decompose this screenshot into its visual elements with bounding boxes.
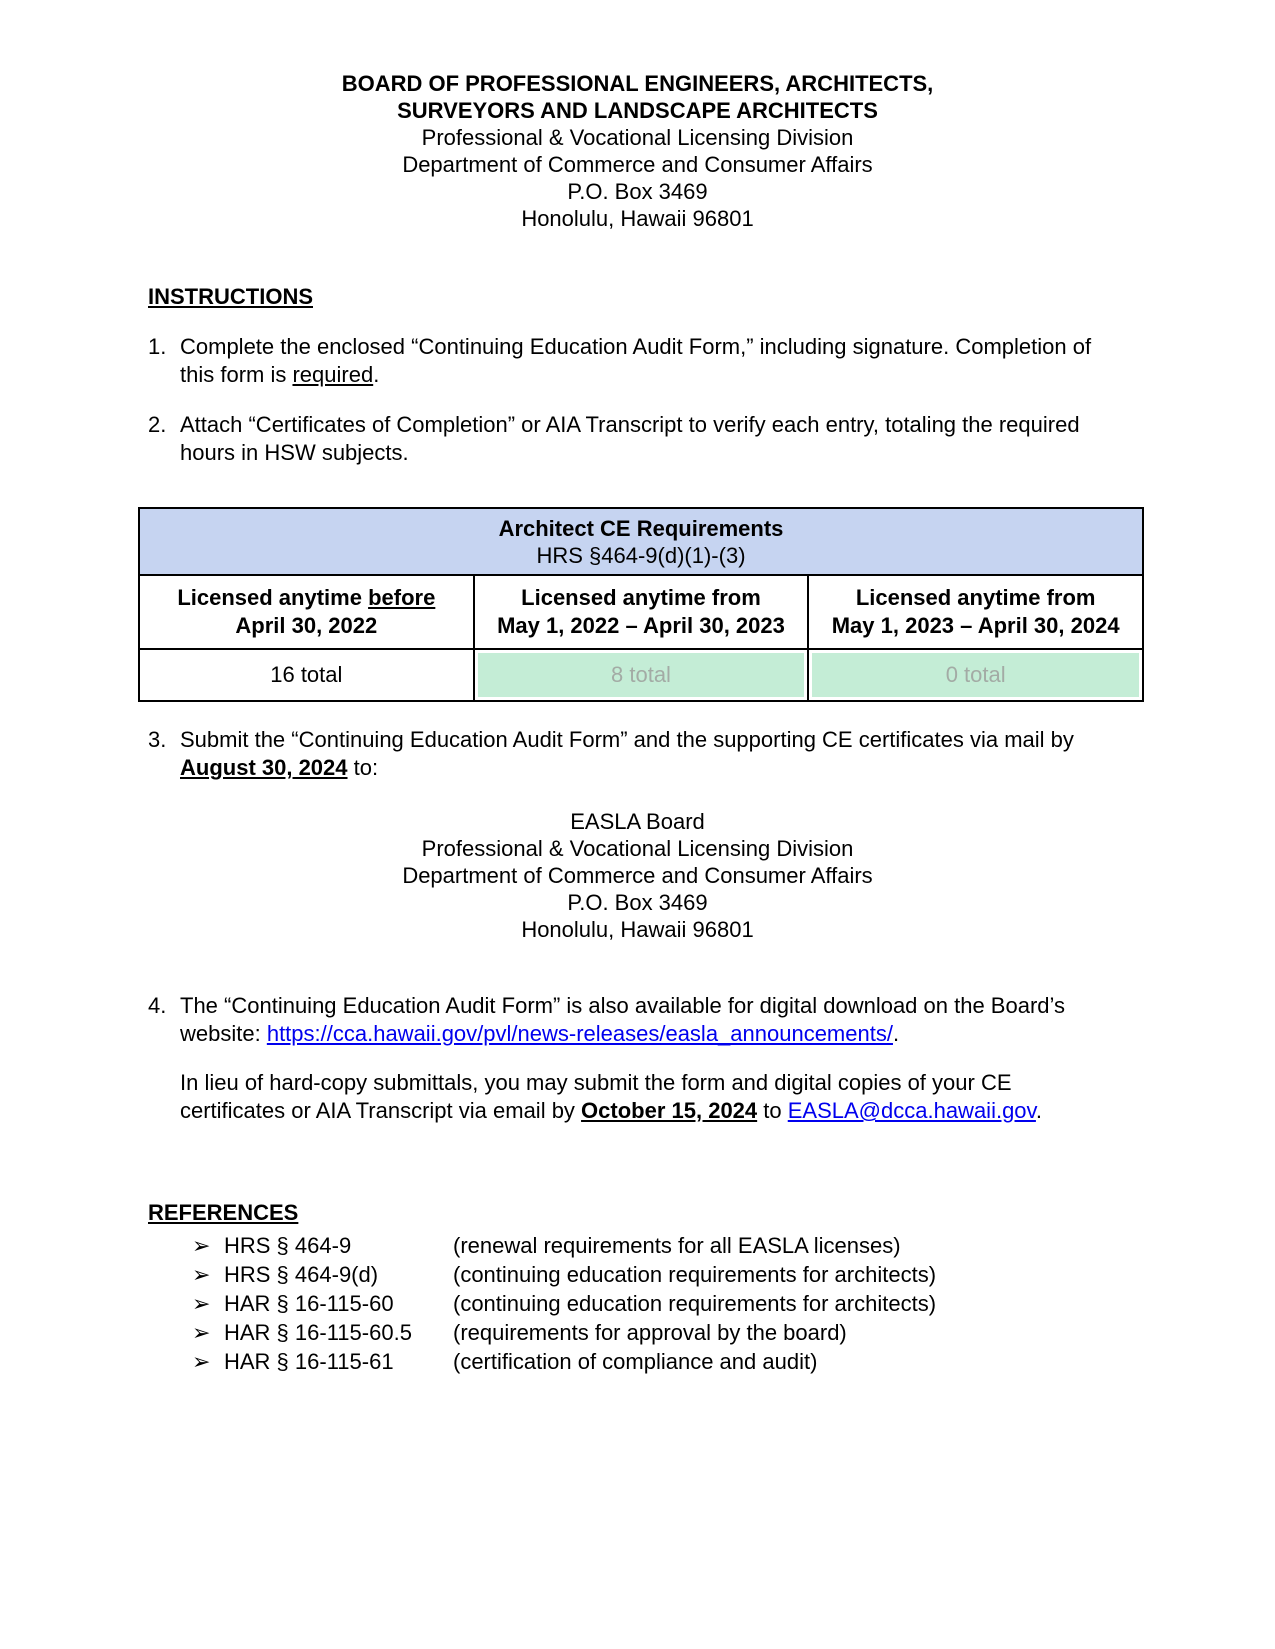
ce-requirements-table (138, 507, 1144, 702)
instruction-item-3 (0, 726, 1275, 782)
reference-term: HAR § 16-115-61 (224, 1349, 394, 1374)
col1-header-text: Licensed anytime (177, 585, 369, 610)
reference-item-hrs-464-9d (0, 1260, 1275, 1289)
item-3-line-1: Submit the “Continuing Education Audit Form” and the supporting CE certificates via mail by (180, 727, 1074, 752)
col3-header-line-1: Licensed anytime from (855, 585, 1096, 610)
reference-description: (requirements for approval by the board) (453, 1320, 847, 1345)
column-header-2022-2023 (474, 575, 809, 649)
email-paragraph-line-1: In lieu of hard-copy submittals, you may submit the form and digital copies of your CE (180, 1070, 1012, 1095)
hours-cell-8-total (474, 649, 809, 701)
letterhead-department: Department of Commerce and Consumer Affairs (402, 152, 873, 177)
item-4-line-2 (180, 1020, 1275, 1048)
table-header-row (139, 575, 1143, 649)
item-4-text-post: . (892, 1021, 900, 1046)
item-1-number: 1. (148, 334, 167, 359)
address-division: Professional & Vocational Licensing Division (421, 836, 854, 861)
col2-header-line-1: Licensed anytime from (521, 585, 761, 610)
reference-term: HAR § 16-115-60 (224, 1291, 394, 1316)
email-submittal-paragraph (180, 1069, 1042, 1125)
reference-description: (continuing education requirements for architects) (453, 1291, 937, 1316)
item-2-line-1: Attach “Certificates of Completion” or AIA Transcript to verify each entry, totaling the required (180, 412, 1080, 437)
letterhead-city: Honolulu, Hawaii 96801 (521, 206, 754, 231)
address-po-box: P.O. Box 3469 (567, 890, 708, 915)
item-1-required-emphasis: required (292, 362, 374, 387)
email-paragraph-line-2 (180, 1097, 1042, 1125)
address-department: Department of Commerce and Consumer Affairs (402, 863, 873, 888)
arrow-bullet-icon: ➢ (192, 1262, 211, 1287)
item-4-text-pre: website: (180, 1021, 267, 1046)
letterhead (0, 70, 1275, 232)
item-2-number: 2. (148, 412, 167, 437)
item-3-number: 3. (148, 727, 167, 752)
item-1-text-pre: this form is (180, 362, 293, 387)
references-list (0, 1231, 1275, 1376)
item-3-text-post: to: (347, 755, 379, 780)
email-text-mid: to (757, 1098, 788, 1123)
item-1-line-1 (180, 333, 1275, 361)
reference-term: HRS § 464-9 (224, 1233, 352, 1258)
item-2-line-2: hours in HSW subjects. (180, 440, 409, 465)
highlighted-value-0-total: 0 total (812, 653, 1139, 697)
board-website-link[interactable]: https://cca.hawaii.gov/pvl/news-releases/easla_announcements/ (266, 1021, 893, 1046)
column-header-before-2022 (139, 575, 474, 649)
table-data-row (139, 649, 1143, 701)
item-3-line-2 (180, 754, 1275, 782)
mail-deadline-date: August 30, 2024 (180, 755, 348, 780)
reference-item-hrs-464-9 (0, 1231, 1275, 1260)
instruction-item-4 (0, 992, 1275, 1048)
references-heading: REFERENCES (148, 1200, 299, 1225)
col1-header-line-1 (140, 584, 473, 612)
letterhead-board-line1: BOARD OF PROFESSIONAL ENGINEERS, ARCHITECTS, (341, 71, 934, 96)
arrow-bullet-icon: ➢ (192, 1320, 211, 1345)
arrow-bullet-icon: ➢ (192, 1233, 211, 1258)
email-text-pre: certificates or AIA Transcript via email by (180, 1098, 582, 1123)
hours-cell-16-total: 16 total (139, 649, 474, 701)
mailing-address (0, 808, 1275, 943)
table-title: Architect CE Requirements (498, 515, 784, 541)
table-title-cell (139, 508, 1143, 575)
letterhead-board-line2: SURVEYORS AND LANDSCAPE ARCHITECTS (397, 98, 878, 123)
item-4-number: 4. (148, 993, 167, 1018)
column-header-2023-2024 (808, 575, 1143, 649)
instruction-item-1 (0, 333, 1275, 389)
email-text-post: . (1035, 1098, 1043, 1123)
reference-description: (certification of compliance and audit) (453, 1349, 818, 1374)
letterhead-division: Professional & Vocational Licensing Division (421, 125, 854, 150)
reference-term: HAR § 16-115-60.5 (224, 1320, 412, 1345)
reference-description: (continuing education requirements for architects) (453, 1262, 937, 1287)
table-title-row (139, 508, 1143, 575)
highlighted-value-8-total: 8 total (478, 653, 805, 697)
reference-item-har-16-115-61 (0, 1347, 1275, 1376)
reference-item-har-16-115-60 (0, 1289, 1275, 1318)
email-deadline-date: October 15, 2024 (581, 1098, 758, 1123)
col2-header-line-2: May 1, 2022 – April 30, 2023 (497, 613, 785, 638)
instructions-heading: INSTRUCTIONS (148, 284, 313, 309)
instruction-item-2 (0, 411, 1275, 467)
address-board: EASLA Board (570, 809, 705, 834)
table-subtitle: HRS §464-9(d)(1)-(3) (536, 542, 746, 568)
reference-item-har-16-115-60-5 (0, 1318, 1275, 1347)
item-1-text-post: . (373, 362, 380, 387)
item-1-line-2 (180, 361, 1275, 389)
col1-before-emphasis: before (368, 585, 436, 610)
item-4-line-1: The “Continuing Education Audit Form” is also available for digital download on the Board’s (180, 993, 1065, 1018)
easla-email-link[interactable]: EASLA@dcca.hawaii.gov (787, 1098, 1036, 1123)
item-1-text: Complete the enclosed “Continuing Education Audit Form,” including signature. Completion of (180, 334, 1092, 359)
letterhead-po-box: P.O. Box 3469 (567, 179, 708, 204)
address-city: Honolulu, Hawaii 96801 (521, 917, 754, 942)
col1-header-line-2: April 30, 2022 (235, 613, 378, 638)
arrow-bullet-icon: ➢ (192, 1349, 211, 1374)
hours-cell-0-total (808, 649, 1143, 701)
reference-term: HRS § 464-9(d) (224, 1262, 379, 1287)
reference-description: (renewal requirements for all EASLA licenses) (453, 1233, 901, 1258)
col3-header-line-2: May 1, 2023 – April 30, 2024 (831, 613, 1120, 638)
arrow-bullet-icon: ➢ (192, 1291, 211, 1316)
